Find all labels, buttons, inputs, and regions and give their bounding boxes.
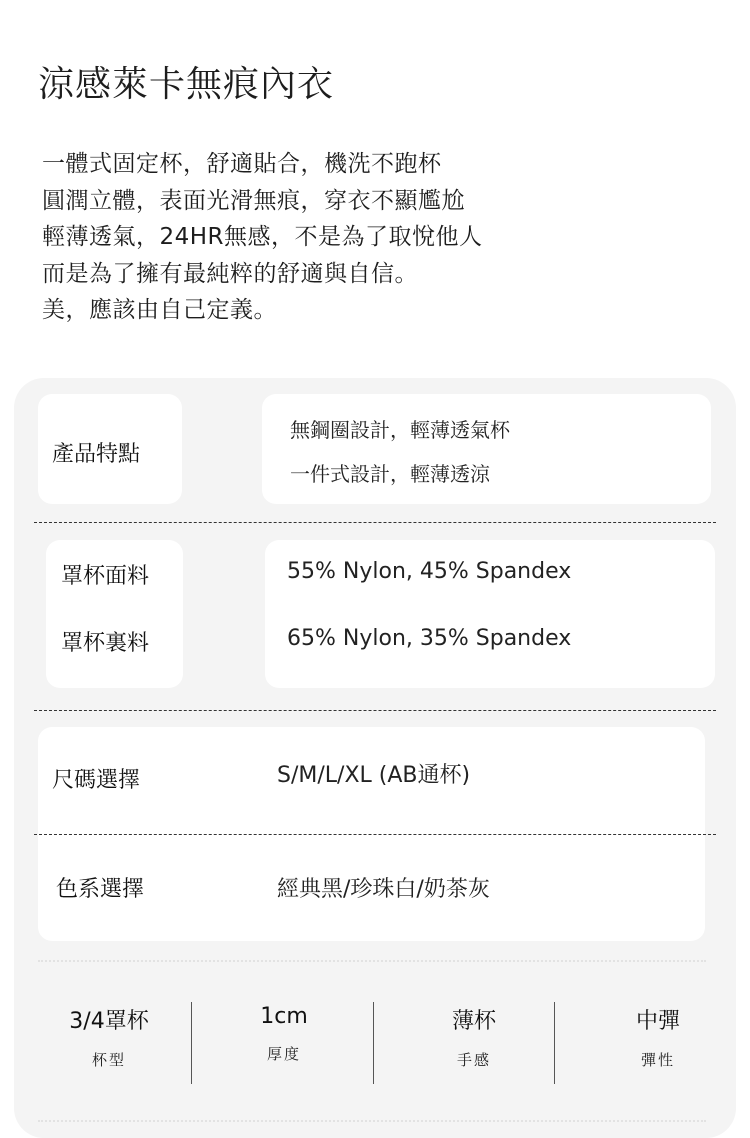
attribute-value: 1cm: [260, 1004, 308, 1029]
section-divider: [34, 710, 716, 711]
fabric-inner-value: 65% Nylon, 35% Spandex: [287, 626, 572, 651]
features-value-card: [262, 394, 711, 504]
color-label: 色系選擇: [56, 877, 145, 902]
size-value: S/M/L/XL (AB通杯): [277, 763, 471, 788]
fabric-inner-label: 罩杯裏料: [61, 631, 150, 656]
dotted-divider: [38, 1120, 706, 1122]
attribute-value: 3/4罩杯: [69, 1009, 149, 1034]
attribute-elasticity: [578, 1004, 738, 1070]
product-title: 涼感萊卡無痕內衣: [38, 64, 335, 105]
color-value: 經典黑/珍珠白/奶茶灰: [277, 877, 490, 902]
features-line: 一件式設計，輕薄透涼: [290, 462, 490, 486]
fabric-outer-value: 55% Nylon, 45% Spandex: [287, 559, 572, 584]
product-description: [42, 146, 483, 329]
description-line: 美，應該由自己定義。: [42, 297, 277, 323]
attribute-thickness: [204, 1004, 364, 1064]
size-label: 尺碼選擇: [52, 768, 141, 793]
attribute-separator: [554, 1002, 555, 1084]
attribute-separator: [191, 1002, 192, 1084]
section-divider: [34, 522, 716, 523]
fabric-outer-label: 罩杯面料: [61, 564, 150, 589]
attribute-cup-type: [29, 1004, 189, 1070]
description-line: 而是為了擁有最純粹的舒適與自信。: [42, 260, 418, 287]
attribute-label: 杯型: [91, 1051, 126, 1069]
section-divider: [34, 834, 716, 835]
attribute-value: 薄杯: [451, 1009, 496, 1034]
description-line: 圓潤立體，表面光滑無痕，穿衣不顯尷尬: [42, 187, 465, 214]
description-line: 輕薄透氣，24HR無感，不是為了取悅他人: [42, 224, 483, 250]
attribute-label: 彈性: [640, 1051, 675, 1069]
attribute-value: 中彈: [635, 1009, 680, 1034]
features-line: 無鋼圈設計，輕薄透氣杯: [290, 418, 510, 442]
attribute-label: 手感: [456, 1051, 491, 1069]
attribute-separator: [373, 1002, 374, 1084]
attribute-feel: [394, 1004, 554, 1070]
attribute-label: 厚度: [266, 1045, 301, 1063]
dotted-divider: [38, 960, 706, 962]
description-line: 一體式固定杯，舒適貼合，機洗不跑杯: [42, 151, 442, 177]
features-label: 產品特點: [52, 442, 141, 467]
